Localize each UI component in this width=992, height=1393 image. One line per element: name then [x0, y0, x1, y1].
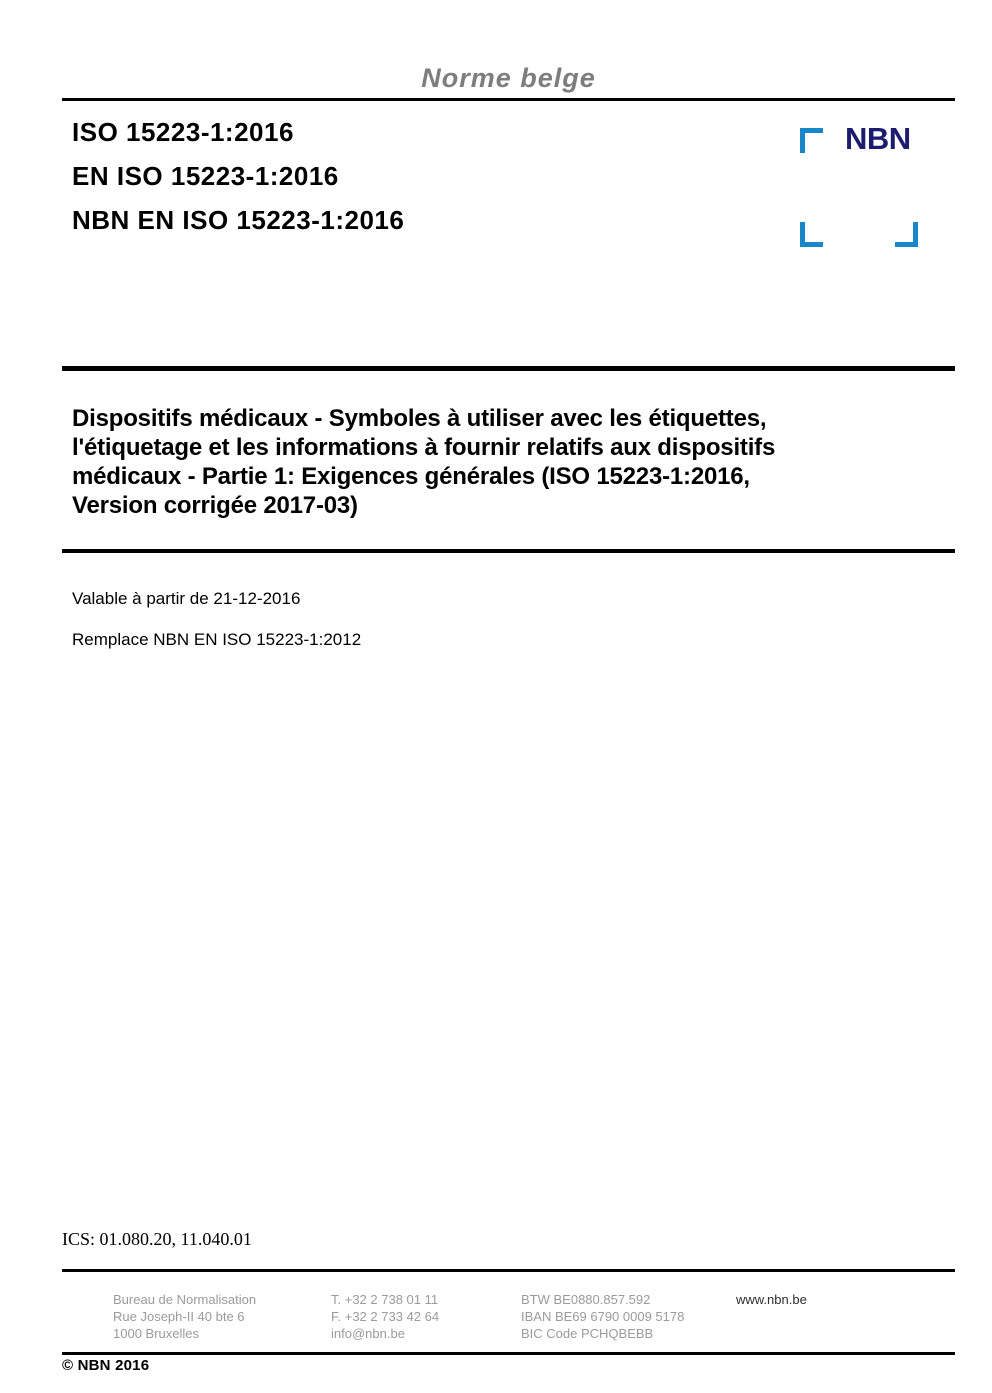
bottom-divider — [62, 1352, 955, 1355]
title-top-divider — [62, 366, 955, 371]
header-divider — [62, 98, 955, 101]
footer-banking-column — [521, 1291, 684, 1342]
footer-website: www.nbn.be — [736, 1292, 807, 1307]
standard-references — [72, 110, 404, 242]
footer-bic: BIC Code PCHQBEBB — [521, 1326, 654, 1341]
ics-codes: ICS: 01.080.20, 11.040.01 — [62, 1229, 252, 1249]
logo-bracket-bottom-right-icon — [895, 222, 918, 247]
document-title — [72, 404, 952, 520]
logo-bracket-bottom-left-icon — [800, 222, 823, 247]
footer-btw: BTW BE0880.857.592 — [521, 1292, 651, 1307]
valid-from-text: Valable à partir de 21-12-2016 — [72, 589, 301, 608]
standard-ref-iso: ISO 15223-1:2016 — [72, 117, 294, 147]
title-line-4: Version corrigée 2017-03) — [72, 492, 358, 519]
footer-street: Rue Joseph-II 40 bte 6 — [113, 1309, 245, 1324]
footer-address-column — [113, 1291, 256, 1342]
footer-phone: T. +32 2 738 01 11 — [331, 1292, 439, 1307]
copyright-notice: © NBN 2016 — [62, 1357, 150, 1374]
footer-top-divider — [62, 1269, 955, 1272]
title-line-2: l'étiquetage et les informations à fournir relatifs aux dispositifs — [72, 434, 776, 461]
footer-city: 1000 Bruxelles — [113, 1326, 199, 1341]
logo-bracket-top-left-icon — [800, 128, 823, 153]
title-bottom-divider — [62, 549, 955, 553]
footer-email: info@nbn.be — [331, 1326, 405, 1341]
footer-website-column — [736, 1291, 807, 1308]
footer-org-name: Bureau de Normalisation — [113, 1292, 257, 1307]
document-type-header: Norme belge — [421, 63, 596, 93]
standard-ref-en-iso: EN ISO 15223-1:2016 — [72, 161, 339, 191]
standard-ref-nbn-en-iso: NBN EN ISO 15223-1:2016 — [72, 205, 405, 235]
footer-iban: IBAN BE69 6790 0009 5178 — [521, 1309, 685, 1324]
replaces-text: Remplace NBN EN ISO 15223-1:2012 — [72, 630, 362, 649]
footer-fax: F. +32 2 733 42 64 — [331, 1309, 440, 1324]
title-line-3: médicaux - Partie 1: Exigences générales (ISO 15223-1:2016, — [72, 463, 750, 490]
nbn-logo-wordmark: NBN — [845, 121, 911, 156]
footer-contact-block — [0, 1291, 992, 1346]
title-line-1: Dispositifs médicaux - Symboles à utiliser avec les étiquettes, — [72, 405, 767, 432]
nbn-logo — [800, 121, 920, 247]
footer-contact-column — [331, 1291, 439, 1342]
